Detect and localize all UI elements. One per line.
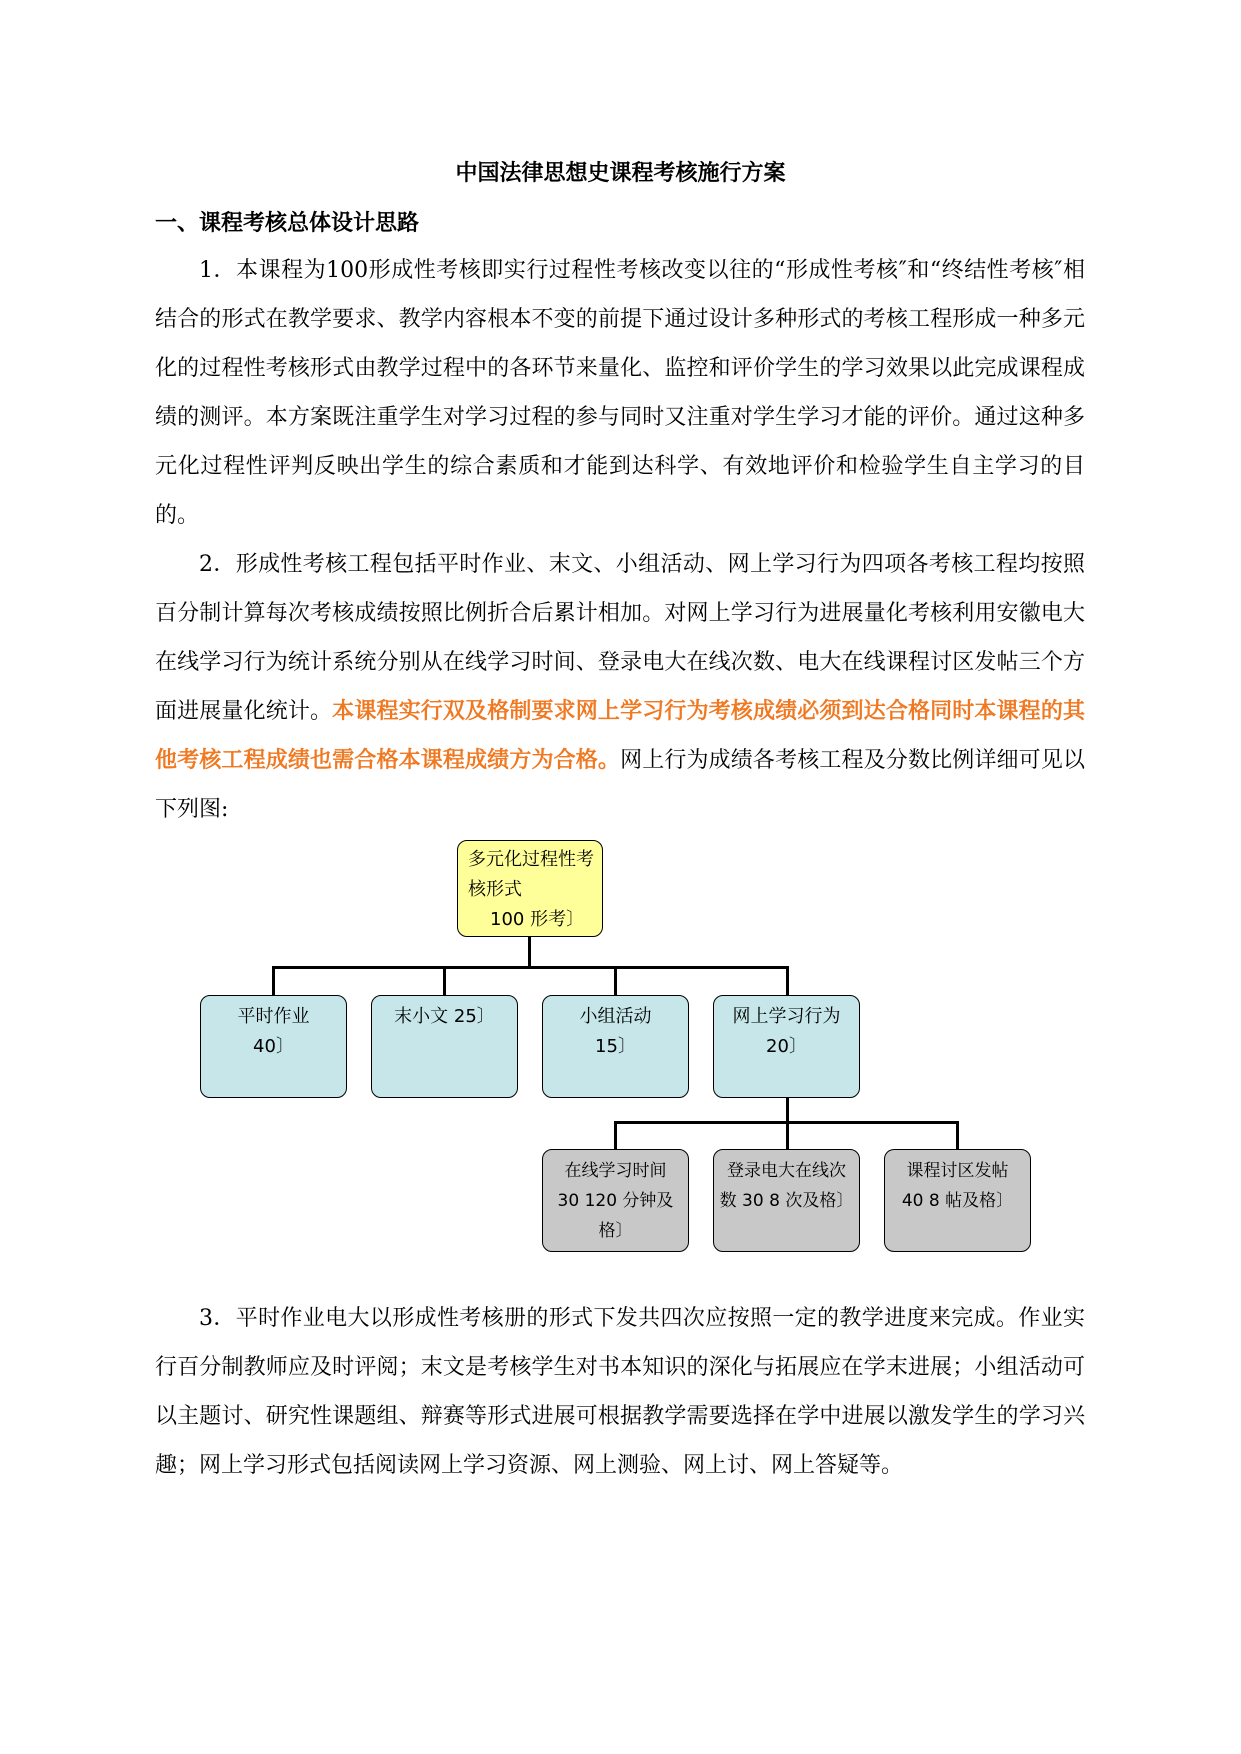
category-node-line-2: 40〕 (253, 1036, 294, 1057)
root-node-line-1: 多元化过程性考 (468, 849, 594, 870)
root-node-line-2: 核形式 (468, 879, 522, 900)
category-node-homework (200, 995, 347, 1098)
connector-line (272, 966, 275, 997)
sub-node-forum-posts (884, 1149, 1031, 1252)
root-node (457, 840, 603, 937)
sub-node-line-1: 课程讨区发帖 (906, 1161, 1009, 1181)
connector-line (786, 1121, 789, 1151)
category-node-line-2: 20〕 (766, 1036, 807, 1057)
connector-line (786, 966, 789, 997)
category-node-line-2: 15〕 (595, 1036, 636, 1057)
root-node-line-3: 100 形考〕 (490, 909, 585, 930)
category-node-paper (371, 995, 518, 1098)
connector-line (528, 935, 531, 968)
connector-line (614, 1121, 959, 1124)
connector-line (272, 966, 789, 969)
sub-node-line-3: 格〕 (598, 1221, 633, 1241)
connector-line (614, 966, 617, 997)
paragraph-2-highlight: 本课程实行双及格制要求网上学习行为考核成绩必须到达合格同时本课程的其他考核工程成绩也需合格本课程成绩方为合格。 (155, 698, 1085, 773)
category-node-line-1: 网上学习行为 (732, 1006, 841, 1027)
category-node-group-activity (542, 995, 689, 1098)
section-heading: 一、课程考核总体设计思路 (155, 210, 420, 236)
category-node-online-learning (713, 995, 860, 1098)
sub-node-line-2: 数 30 8 次及格〕 (719, 1191, 854, 1211)
sub-node-online-time (542, 1149, 689, 1252)
category-node-line-1: 末小文 25〕 (394, 1006, 495, 1027)
connector-line (956, 1121, 959, 1151)
sub-node-login-count (713, 1149, 860, 1252)
sub-node-line-1: 在线学习时间 (564, 1161, 667, 1181)
paragraph-2-text: 2．形成性考核工程包括平时作业、末文、小组活动、网上学习行为四项各考核工程均按照百分制计算每次考核成绩按照比例折合后累计相加。对网上学习行为进展量化考核利用安徽电大在线学习行为统计系统分别从在线学习时间、登录电大在线次数、电大在线课程讨区发帖三个方面进展量化统计。 (155, 552, 1085, 724)
sub-node-line-1: 登录电大在线次 (727, 1161, 846, 1181)
paragraph-3: 3．平时作业电大以形成性考核册的形式下发共四次应按照一定的教学进度来完成。作业实行百分制教师应及时评阅；末文是考核学生对书本知识的深化与拓展应在学末进展；小组活动可以主题讨、研究性课题组、辩赛等形式进展可根据教学需要选择在学中进展以激发学生的学习兴趣；网上学习形式包括阅读网上学习资源、网上测验、网上讨、网上答疑等。 (155, 1306, 1085, 1478)
paragraph-2-text-end: 网上行为成绩各考核工程及分数比例详细可见以下列图: (155, 748, 1085, 822)
sub-node-line-2: 30 120 分钟及 (557, 1191, 674, 1211)
category-node-line-1: 平时作业 (237, 1006, 310, 1027)
document-title: 中国法律思想史课程考核施行方案 (455, 160, 786, 186)
paragraph-2 (155, 540, 1085, 834)
category-node-line-1: 小组活动 (579, 1006, 652, 1027)
connector-line (786, 1097, 789, 1124)
connector-line (443, 966, 446, 997)
paragraph-1: 1．本课程为100形成性考核即实行过程性考核改变以往的“形成性考核″和“终结性考核″相结合的形式在教学要求、教学内容根本不变的前提下通过设计多种形式的考核工程形成一种多元化的过程性考核形式由教学过程中的各环节来量化、监控和评价学生的学习效果以此完成课程成绩的测评。本方案既注重学生对学习过程的参与同时又注重对学生学习才能的评价。通过这种多元化过程性评判反映出学生的综合素质和才能到达科学、有效地评价和检验学生自主学习的目的。 (155, 258, 1085, 528)
connector-line (614, 1121, 617, 1151)
sub-node-line-2: 40 8 帖及格〕 (901, 1191, 1014, 1211)
